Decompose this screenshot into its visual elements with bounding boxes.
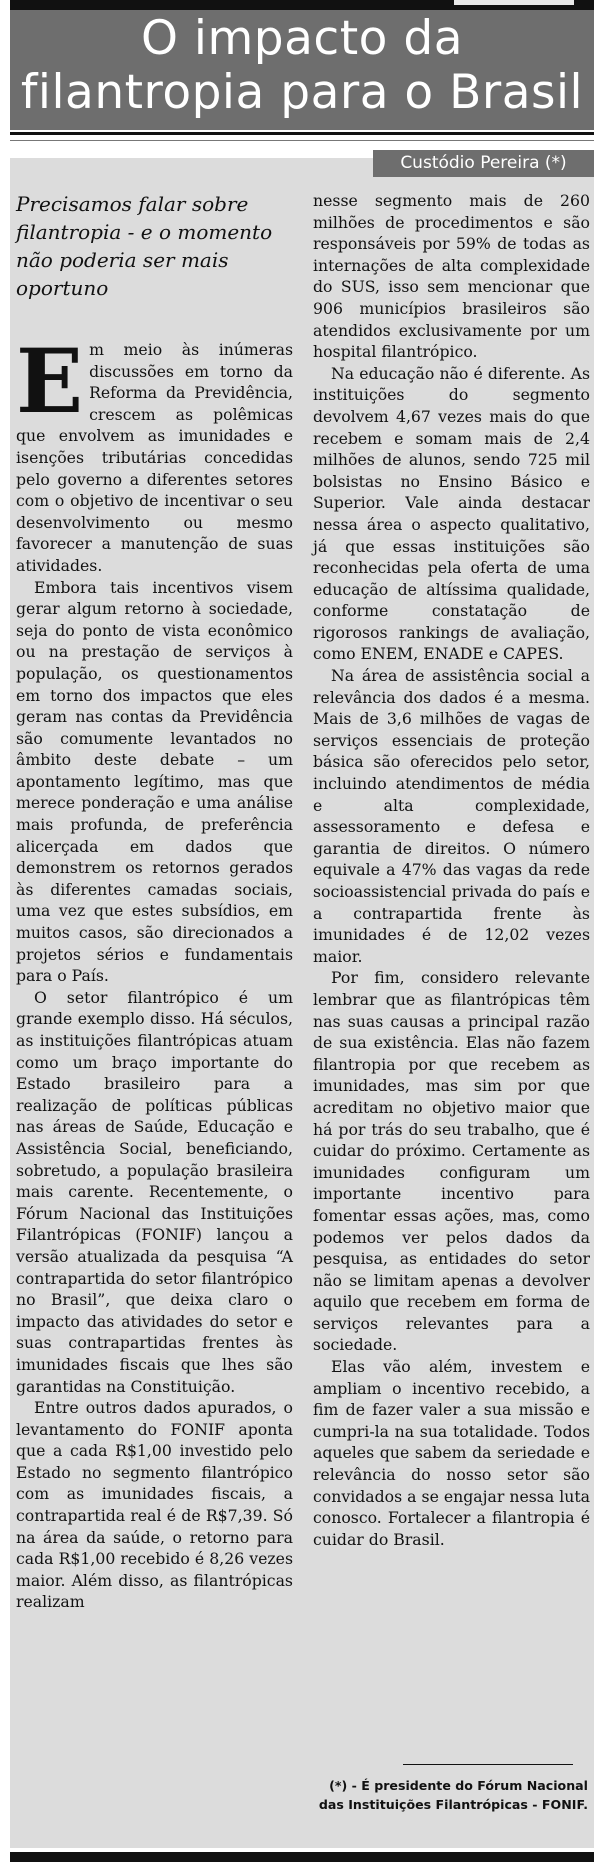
paragraph-3: O setor filantrópico é um grande exemplo disso. Há séculos, as instituições filantrópicas atuam como um braço importante do Estado brasileiro para a realização de políticas públicas nas áreas de Saúde, Educação e Assistência Social, beneficiando, sobretudo, a população brasileira mais carente. Recentemente, o Fórum Nacional das Instituições Filantrópicas (FONIF) lançou a versão atualizada da pesquisa “A contrapartida do setor filantrópico no Brasil”, que deixa claro o impacto das atividades do setor e suas contrapartidas frentes às imunidades fiscais que lhes são garantidas na Constituição.	[16, 987, 293, 1396]
author-footnote	[300, 1776, 588, 1814]
paragraph-5: Na educação não é diferente. As instituições do segmento devolvem 4,67 vezes mais do que recebem e somam mais de 2,4 milhões de alunos, sendo 725 mil bolsistas no Ensino Básico e Superior. Vale ainda destacar nessa área o aspecto qualitativo, já que essas instituições são reconhecidas pela oferta de uma educação de altíssima qualidade, conforme constatação de rigorosos rankings de avaliação, como ENEM, ENADE e CAPES.	[313, 363, 590, 664]
paragraph-1: Em meio às inúmeras discussões em torno da Reforma da Previdência, crescem as polêmicas que envolvem as imunidades e isenções tributárias concedidas pelo governo a diferentes setores com o objetivo de incentivar o seu desenvolvimento ou mesmo favorecer a manutenção de suas atividades.	[16, 329, 293, 575]
paragraph-4-start: Entre outros dados apurados, o levantamento do FONIF aponta que a cada R$1,00 investido pelo Estado no segmento filantrópico com as imunidades fiscais, a contrapartida real é de R$7,39. Só na área da saúde, o retorno para cada R$1,00 recebido é 8,26 vezes maior. Além disso, as filantrópicas realizam	[16, 1398, 293, 1612]
headline-banner	[10, 10, 594, 130]
headline-rule-thin	[10, 140, 594, 141]
paragraph-4-end: nesse segmento mais de 260 milhões de procedimentos e são responsáveis por 59% de todas as internações de alta complexidade do SUS, isso sem mencionar que 906 municípios brasileiros são atendidos exclusivamente por um hospital filantrópico.	[313, 191, 590, 362]
paragraph-6: Na área de assistência social a relevância dos dados é a mesma. Mais de 3,6 milhões de vagas de serviços essenciais de proteção básica são oferecidos pelo setor, incluindo atendimentos de média e alta complexidade, assessoramento e defesa e garantia de direitos. O número equivale a 47% das vagas da rede socioassistencial privada do país e a contrapartida frente às imunidades é de 12,02 vezes maior.	[313, 666, 590, 966]
paragraph-2: Embora tais incentivos visem gerar algum retorno à sociedade, seja do ponto de vista econômico ou na prestação de serviços à população, os questionamentos em torno dos impactos que eles geram nas contas da Previdência são comumente levantados no âmbito deste debate – um apontamento legítimo, mas que merece ponderação e uma análise mais profunda, de preferência alicerçada em dados que demonstrem os retornos gerados às diferentes camadas sociais, uma vez que estes subsídios, em muitos casos, são direcionados a projetos sérios e fundamentais para o País.	[16, 577, 293, 986]
top-bar	[10, 0, 594, 10]
headline-line-2: filantropia para o Brasil	[20, 65, 584, 120]
drop-cap: E	[16, 329, 84, 433]
column-right	[313, 190, 590, 1550]
paragraph-8: Elas vão além, investem e ampliam o incentivo recebido, a fim de fazer valer a sua missão e cumpri-la na sua totalidade. Todos aqueles que sabem da seriedade e relevância do nosso setor são convidados a se engajar nessa luta conosco. Fortalecer a filantropia é cuidar do Brasil.	[313, 1357, 590, 1549]
headline-rule	[10, 132, 594, 135]
footnote-line-2: das Instituições Filantrópicas - FONIF.	[318, 1797, 588, 1812]
footnote-line-1: (*) - É presidente do Fórum Nacional	[329, 1778, 588, 1793]
headline-line-1: O impacto da	[140, 11, 463, 66]
author-byline: Custódio Pereira (*)	[373, 150, 594, 177]
column-left	[16, 190, 293, 1613]
lede: Precisamos falar sobre filantropia - e o momento não poderia ser mais oportuno	[16, 192, 273, 300]
headline	[10, 10, 594, 120]
top-bar-tab	[454, 0, 574, 5]
bottom-bar	[10, 1852, 594, 1862]
footnote-rule	[403, 1764, 573, 1765]
paragraph-7: Por fim, considero relevante lembrar que as filantrópicas têm nas suas causas a principal razão de sua existência. Elas não fazem filantropia por que recebem as imunidades, mas sim por que acreditam no objetivo maior que há por trás do seu trabalho, que é cuidar do próximo. Certamente as imunidades configuram um importante incentivo para fomentar essas ações, mas, como podemos ver pelos dados da pesquisa, as entidades do setor não se limitam apenas a devolver aquilo que recebem em forma de serviços relevantes para a sociedade.	[313, 968, 590, 1355]
